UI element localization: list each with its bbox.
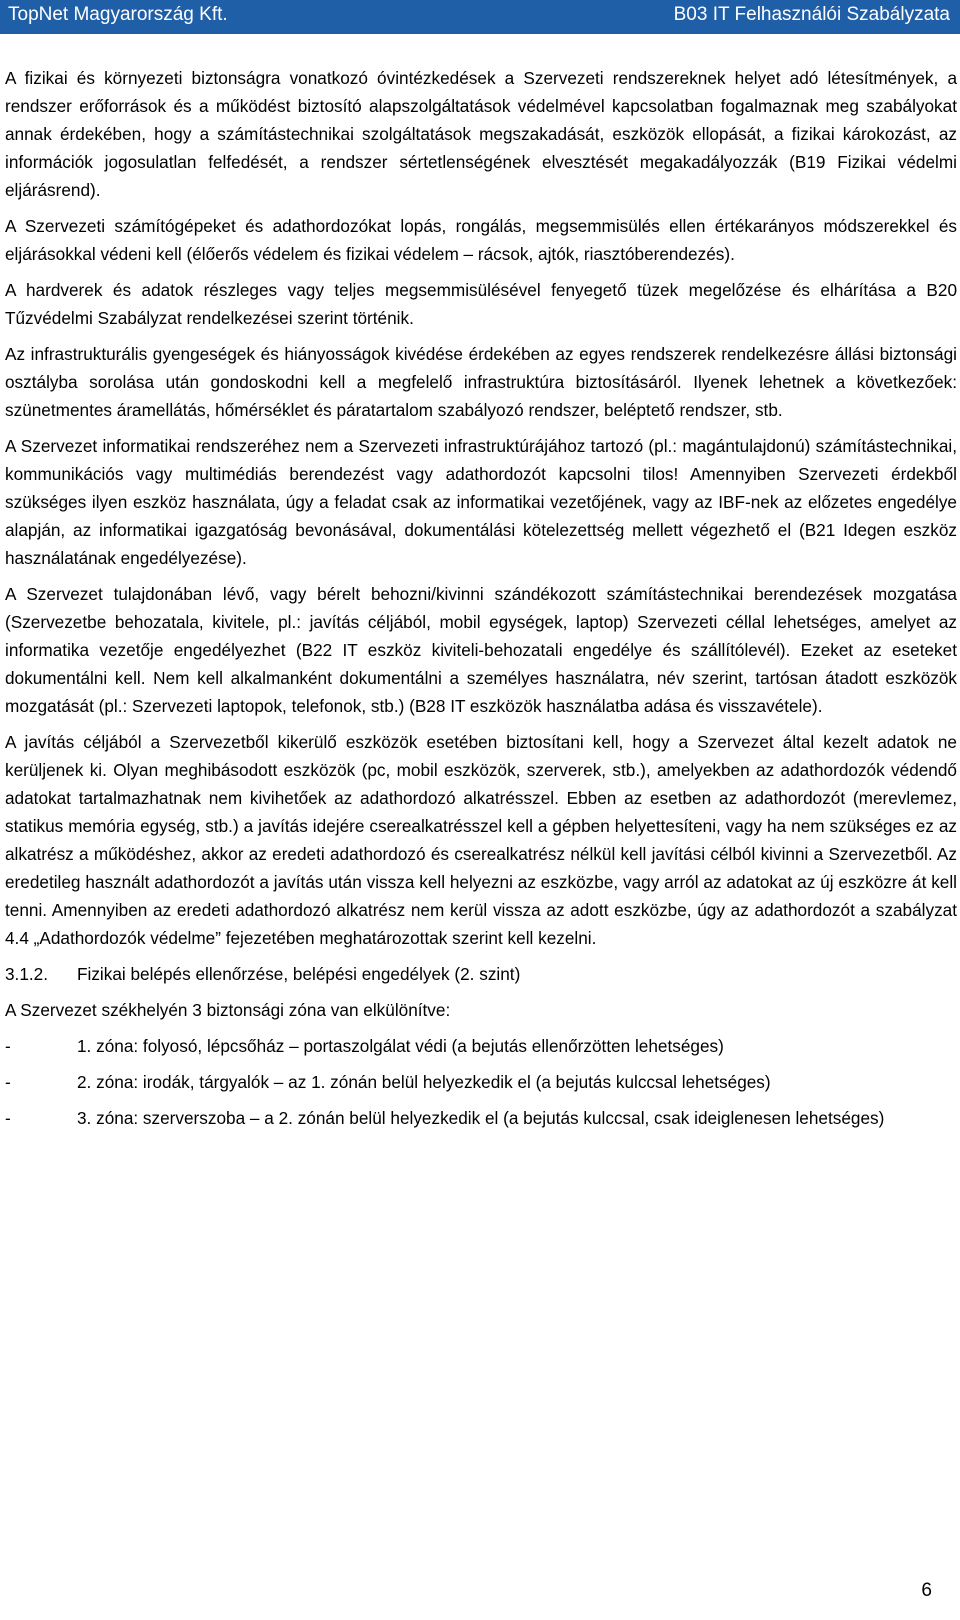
header-document-title: B03 IT Felhasználói Szabályzata (673, 4, 950, 25)
paragraph-foreign-devices: A Szervezet informatikai rendszeréhez nem a Szervezeti infrastruktúrájához tartozó (pl.: magántulajdonú) számítástechnikai, kommunikációs vagy multimédiás berendezést vagy adathordozót kapcsolni tilos! Amennyiben Szervezeti érdekből szükséges ilyen eszköz használata, úgy a feladat csak az informatikai vezetőjének, vagy az IBF-nek az előzetes engedélye alapján, az informatikai igazgatóság bevonásával, dokumentálási kötelezettség mellett végezhető el (B21 Idegen eszköz használatának engedélyezése). (5, 436, 957, 568)
zone-3-text: 3. zóna: szerverszoba – a 2. zónán belül helyezkedik el (a bejutás kulccsal, csak ideiglenesen lehetséges) (77, 1108, 885, 1128)
page-header (0, 0, 960, 34)
paragraph-theft-protection: A Szervezeti számítógépeket és adathordozókat lopás, rongálás, megsemmisülés ellen értékarányos módszerekkel és eljárásokkal védeni kell (élőerős védelem és fizikai védelem – rácsok, ajtók, riasztóberendezés). (5, 216, 957, 264)
list-item (5, 1068, 957, 1096)
list-marker: - (5, 1072, 11, 1092)
section-number: 3.1.2. (5, 964, 49, 984)
zones-intro: A Szervezet székhelyén 3 biztonsági zóna van elkülönítve: (5, 1000, 451, 1020)
document-body (5, 64, 957, 1140)
list-marker: - (5, 1036, 11, 1056)
paragraph-device-movement: A Szervezet tulajdonában lévő, vagy bérelt behozni/kivinni szándékozott számítástechnikai berendezések mozgatása (Szervezetbe behozatala, kivitele, pl.: javítás céljából, mobil egységek, laptop) Szervezeti céllal lehetséges, amelyet az informatika vezetője engedélyezhet (B22 IT eszköz kiviteli-behozatali engedélye és szállítólevél). Ezeket az eseteket dokumentálni kell. Nem kell alkalmanként dokumentálni a személyes használatra, név szerint, tartósan átadott eszközök mozgatását (pl.: Szervezeti laptopok, telefonok, stb.) (B28 IT eszközök használatba adása és visszavétele). (5, 584, 957, 716)
list-item (5, 1032, 957, 1060)
paragraph-physical-security: A fizikai és környezeti biztonságra vonatkozó óvintézkedések a Szervezeti rendszereknek helyet adó létesítmények, a rendszer erőforrások és a működést biztosító alapszolgáltatások védelmével kapcsolatban fogalmaznak meg szabályokat annak érdekében, hogy a számítástechnikai szolgáltatások megszakadását, eszközök ellopását, a fizikai károkozást, az információk jogosulatlan felfedését, a rendszer sértetlenségének elvesztését megakadályozzák (B19 Fizikai védelmi eljárásrend). (5, 68, 957, 200)
zones-list (5, 1032, 957, 1132)
zone-2-text: 2. zóna: irodák, tárgyalók – az 1. zónán belül helyezkedik el (a bejutás kulccsal lehetséges) (77, 1072, 771, 1092)
zone-1-text: 1. zóna: folyosó, lépcsőház – portaszolgálat védi (a bejutás ellenőrzötten lehetséges) (77, 1036, 724, 1056)
paragraph-repair: A javítás céljából a Szervezetből kikerülő eszközök esetében biztosítani kell, hogy a Szervezet által kezelt adatok ne kerüljenek ki. Olyan meghibásodott eszközök (pc, mobil eszközök, szerverek, stb.), amelyekben az adathordozók védendő adatokat tartalmazhatnak nem kivihetőek az adathordozó alkatrésszel. Ebben az esetben az adathordozót (merevlemez, statikus memória egység, stb.) a javítás idejére cserealkatrésszel kell a gépben helyettesíteni, vagy ha nem szükséges ez az alkatrész a működéshez, akkor az eredeti adathordozó és cserealkatrész nélkül kell javítási célból kivinni a Szervezetből. Az eredetileg használt adathordozót a javítás után vissza kell helyezni az eszközbe, vagy arról az adatokat az új eszközre át kell tenni. Amennyiben az eredeti adathordozó alkatrész nem kerül vissza az adott eszközbe, úgy az adathordozót a szabályzat 4.4 „Adathordozók védelme” fejezetében meghatározottak szerint kell kezelni. (5, 732, 957, 948)
section-title: Fizikai belépés ellenőrzése, belépési engedélyek (2. szint) (77, 964, 521, 984)
header-company-name: TopNet Magyarország Kft. (8, 4, 228, 25)
page-number: 6 (921, 1580, 932, 1601)
list-marker: - (5, 1108, 11, 1128)
paragraph-fire-prevention: A hardverek és adatok részleges vagy teljes megsemmisülésével fenyegető tüzek megelőzése és elhárítása a B20 Tűzvédelmi Szabályzat rendelkezései szerint történik. (5, 280, 957, 328)
section-heading (5, 960, 957, 988)
paragraph-infrastructure: Az infrastrukturális gyengeségek és hiányosságok kivédése érdekében az egyes rendszerek rendelkezésre állási biztonsági osztályba sorolása után gondoskodni kell a megfelelő infrastruktúra biztosításáról. Ilyenek lehetnek a következőek: szünetmentes áramellátás, hőmérséklet és páratartalom szabályozó rendszer, beléptető rendszer, stb. (5, 344, 957, 420)
list-item (5, 1104, 957, 1132)
